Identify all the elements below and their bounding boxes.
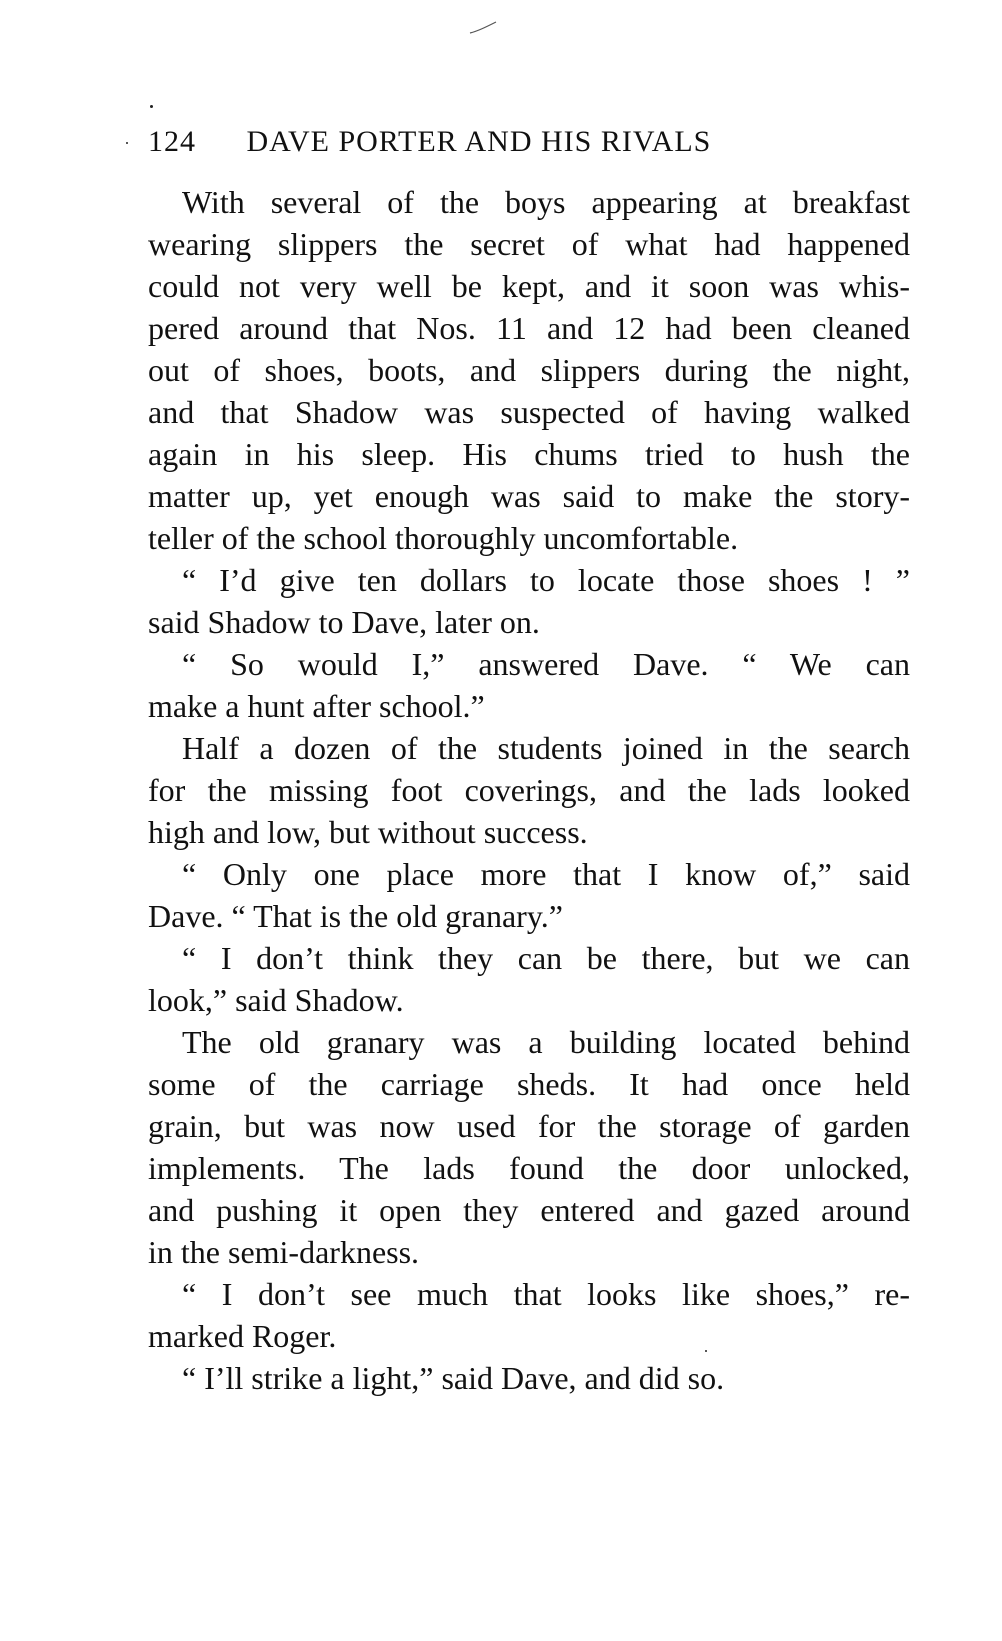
paragraph bbox=[148, 559, 910, 643]
scan-dot bbox=[126, 142, 128, 144]
paragraph bbox=[148, 727, 910, 853]
paragraph bbox=[148, 181, 910, 559]
paragraph bbox=[148, 937, 910, 1021]
text-line: grain, but was now used for the storage of garden bbox=[148, 1108, 910, 1144]
text-line: “ I don’t think they can be there, but we can bbox=[182, 940, 910, 976]
text-line: some of the carriage sheds. It had once held bbox=[148, 1066, 910, 1102]
text-line: again in his sleep. His chums tried to hush the bbox=[148, 436, 910, 472]
text-line: for the missing foot coverings, and the lads looked bbox=[148, 772, 910, 808]
text-line: and pushing it open they entered and gazed around bbox=[148, 1192, 910, 1228]
text-line: matter up, yet enough was said to make the story- bbox=[148, 478, 910, 514]
text-line: “ I don’t see much that looks like shoes,” re- bbox=[182, 1276, 910, 1312]
text-line: said Shadow to Dave, later on. bbox=[148, 604, 540, 640]
text-line: look,” said Shadow. bbox=[148, 982, 404, 1018]
scan-smudge-mark bbox=[468, 20, 498, 36]
paragraph bbox=[148, 853, 910, 937]
text-line: Half a dozen of the students joined in the search bbox=[182, 730, 910, 766]
running-title: DAVE PORTER AND HIS RIVALS bbox=[246, 125, 712, 158]
text-line: wearing slippers the secret of what had happened bbox=[148, 226, 910, 262]
scan-dot bbox=[150, 105, 153, 108]
text-line: in the semi-darkness. bbox=[148, 1234, 420, 1270]
text-line: Dave. “ That is the old granary.” bbox=[148, 898, 563, 934]
page-body-text bbox=[148, 181, 910, 1399]
text-line: “ Only one place more that I know of,” said bbox=[182, 856, 910, 892]
text-line: could not very well be kept, and it soon was whis- bbox=[148, 268, 910, 304]
text-line: teller of the school thoroughly uncomfortable. bbox=[148, 520, 739, 556]
text-line: “ I’ll strike a light,” said Dave, and did so. bbox=[182, 1360, 725, 1396]
text-line: pered around that Nos. 11 and 12 had been cleaned bbox=[148, 310, 910, 346]
paragraph bbox=[148, 1021, 910, 1273]
text-line: marked Roger. bbox=[148, 1318, 337, 1354]
text-line: With several of the boys appearing at breakfast bbox=[182, 184, 910, 220]
text-line: make a hunt after school.” bbox=[148, 688, 485, 724]
paragraph bbox=[148, 1357, 910, 1399]
paragraph bbox=[148, 1273, 910, 1357]
text-line: implements. The lads found the door unlocked, bbox=[148, 1150, 910, 1186]
text-line: The old granary was a building located behind bbox=[182, 1024, 910, 1060]
page-number: 124 bbox=[148, 125, 196, 158]
text-line: “ So would I,” answered Dave. “ We can bbox=[182, 646, 910, 682]
text-line: high and low, but without success. bbox=[148, 814, 588, 850]
text-line: “ I’d give ten dollars to locate those shoes ! ” bbox=[182, 562, 910, 598]
running-header bbox=[148, 125, 848, 165]
text-line: out of shoes, boots, and slippers during the night, bbox=[148, 352, 910, 388]
text-line: and that Shadow was suspected of having walked bbox=[148, 394, 910, 430]
paragraph bbox=[148, 643, 910, 727]
